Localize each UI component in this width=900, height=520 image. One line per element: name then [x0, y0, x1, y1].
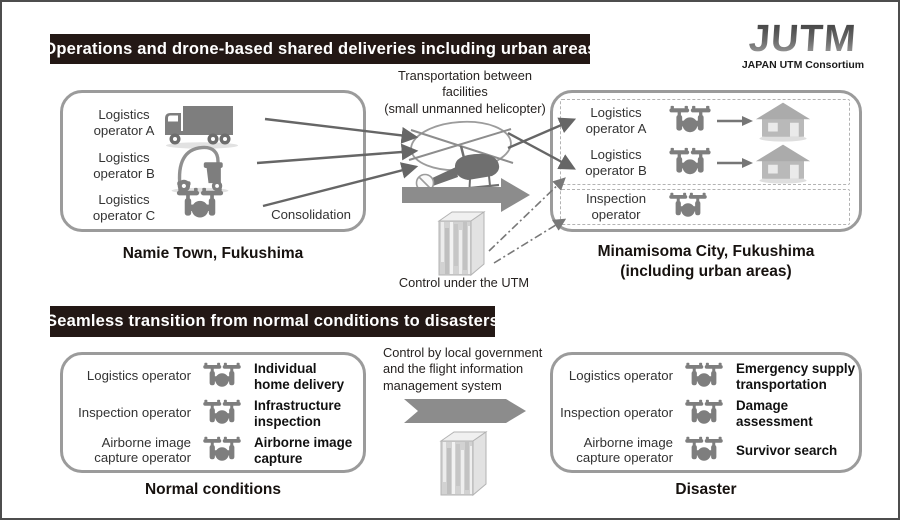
inspection-operator-label: Inspection operator [585, 191, 647, 222]
section2-title-bar [46, 306, 499, 337]
control-under-utm-label: Control under the UTM [398, 275, 530, 290]
individual-home-delivery-label: Individual home delivery [254, 361, 345, 392]
disaster-row-logistics [553, 358, 859, 395]
drone-icon [199, 436, 245, 466]
drone-icon [681, 399, 727, 429]
delivery-row-b [561, 142, 849, 184]
namie-operators-box [60, 90, 366, 232]
damage-assessment-label: Damage assessment [736, 398, 813, 429]
infrastructure-inspection-label: Infrastructure inspection [254, 398, 342, 429]
normal-row-logistics [63, 358, 363, 395]
transport-between-facilities-label: Transportation between facilities (small unmanned helicopter) [384, 68, 546, 116]
right-arrow-icon [717, 157, 753, 169]
minamisoma-operators-box [550, 90, 862, 232]
drone-icon [665, 192, 711, 222]
logistics-operator-b-label: Logistics operator B [585, 147, 647, 178]
normal-conditions-caption: Normal conditions [144, 481, 282, 498]
logistics-operator-c-label: Logistics operator C [92, 192, 156, 223]
logistics-operator-label: Logistics operator [86, 368, 191, 384]
normal-row-airborne [63, 432, 363, 469]
minamisoma-caption: Minamisoma City, Fukushima (including urban areas) [597, 243, 815, 281]
jutm-logo-subtitle: JAPAN UTM Consortium [741, 59, 865, 71]
airborne-image-capture-label: Airborne image capture [254, 435, 353, 466]
delivery-operators-dashed-box [560, 99, 850, 185]
normal-row-inspection [63, 395, 363, 432]
airborne-image-capture-operator-label: Airborne image capture operator [576, 434, 673, 465]
airborne-image-capture-operator-label: Airborne image capture operator [94, 434, 191, 465]
utm-control-building-icon [436, 204, 498, 278]
logistics-operator-label: Logistics operator [568, 368, 673, 384]
house-icon [755, 142, 811, 184]
section1-title-bar [43, 34, 597, 64]
emergency-supply-transportation-label: Emergency supply transportation [736, 361, 856, 392]
namie-caption: Namie Town, Fukushima [122, 245, 304, 262]
disaster-caption: Disaster [675, 481, 737, 498]
drone-icon [681, 436, 727, 466]
drone-icon [199, 399, 245, 429]
drone-icon [172, 187, 228, 224]
consolidation-label: Consolidation [271, 207, 351, 222]
logistics-operator-b-label: Logistics operator B [93, 150, 155, 181]
drone-icon [199, 362, 245, 392]
drone-icon [665, 105, 715, 138]
logistics-operator-a-label: Logistics operator A [585, 105, 647, 136]
survivor-search-label: Survivor search [736, 442, 838, 458]
drone-icon [665, 147, 715, 180]
section2-title-text: Seamless transition from normal conditions to disasters [46, 312, 499, 330]
house-icon [755, 100, 811, 142]
inspection-operator-label: Inspection operator [560, 405, 673, 421]
inspection-row [561, 190, 849, 223]
helicopter-icon [398, 108, 530, 194]
jutm-logo-wordmark: JUTM [747, 18, 859, 60]
delivery-row-a [561, 100, 849, 142]
disaster-row-airborne [553, 432, 859, 469]
drone-icon [681, 362, 727, 392]
flight-information-building-icon [438, 424, 500, 498]
jutm-logo [735, 20, 871, 71]
normal-conditions-box [60, 352, 366, 473]
control-by-local-government-label: Control by local government and the flight information management system [383, 345, 543, 393]
disaster-box [550, 352, 862, 473]
logistics-operator-a-label: Logistics operator A [93, 107, 155, 138]
transition-arrow [404, 399, 526, 423]
disaster-row-inspection [553, 395, 859, 432]
right-arrow-icon [717, 115, 753, 127]
inspection-operator-dashed-box [560, 189, 850, 225]
inspection-operator-label: Inspection operator [78, 405, 191, 421]
section1-title-text: Operations and drone-based shared deliveries including urban areas [43, 39, 597, 58]
